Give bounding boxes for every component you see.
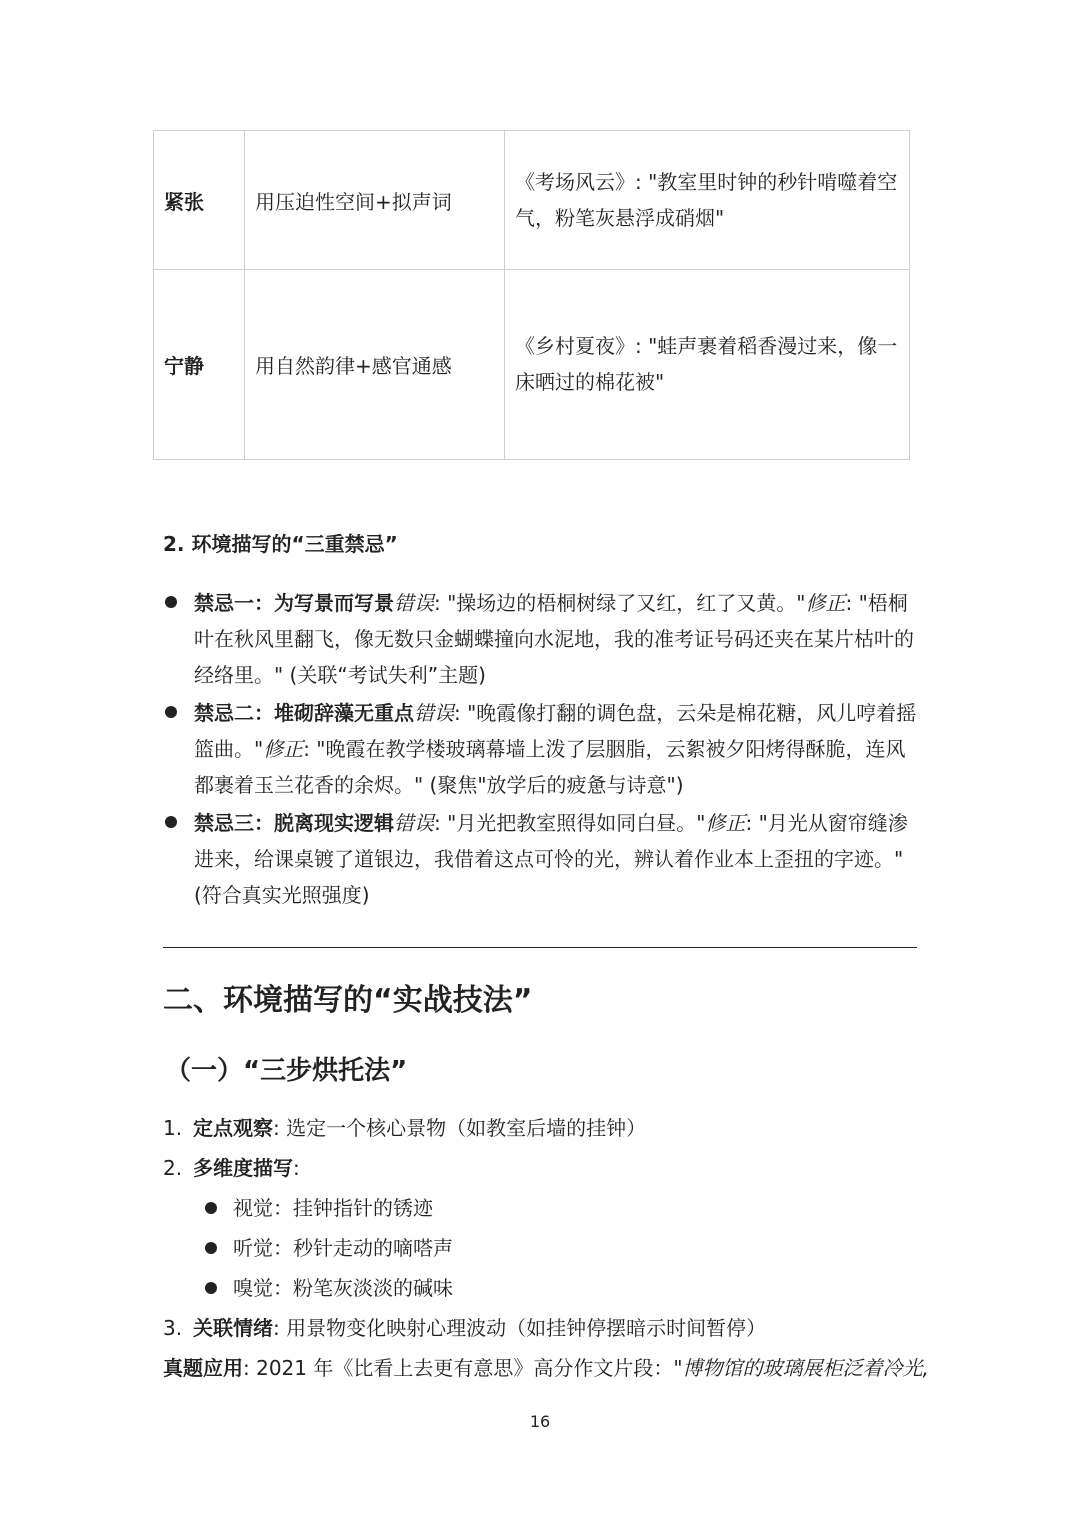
step-number: 1. — [163, 1116, 183, 1140]
list-item — [163, 1228, 923, 1268]
application-paragraph — [163, 1348, 929, 1388]
section-title: 二、环境描写的“实战技法” — [163, 983, 533, 1018]
example-cell — [505, 269, 909, 459]
step-text: : 选定一个核心景物（如教室后墙的挂钟） — [273, 1116, 647, 1140]
fix-label: 修正 — [263, 737, 304, 761]
sense-text: 嗅觉：粉笔灰淡淡的碱味 — [233, 1276, 453, 1300]
taboo-head: 禁忌二：堆砌辞藻无重点 — [194, 701, 414, 725]
example-line: 床晒过的棉花被" — [515, 370, 665, 394]
wrong-label: 错误 — [414, 701, 454, 725]
application-label: 真题应用 — [163, 1356, 243, 1380]
fix-text: : "梧桐叶在秋风里翻飞，像无数只金蝴蝶撞向水泥地，我的准考证号码还夹在某片枯叶的经络里。" (关联“考试失利”主题) — [194, 591, 914, 687]
subsection-title: （一）“三步烘托法” — [165, 1056, 408, 1086]
taboo-list — [163, 585, 923, 915]
bullet-icon — [205, 1202, 217, 1214]
bullet-icon — [165, 706, 177, 718]
step-number: 2. — [163, 1156, 183, 1180]
method-cell: 用压迫性空间+拟声词 — [245, 131, 505, 269]
application-quote: "博物馆的玻璃展柜泛着冷光, — [673, 1356, 929, 1380]
taboo-heading: 2. 环境描写的“三重禁忌” — [163, 532, 398, 556]
table-row — [154, 131, 909, 270]
list-item — [163, 1268, 923, 1308]
step-text: : — [293, 1156, 300, 1180]
sense-text: 视觉：挂钟指针的锈迹 — [233, 1196, 433, 1220]
list-item — [163, 585, 923, 693]
bullet-icon — [205, 1282, 217, 1294]
technique-table — [153, 130, 910, 460]
taboo-head: 禁忌一：为写景而写景 — [194, 591, 394, 615]
mood-cell: 宁静 — [154, 269, 245, 459]
step-label: 定点观察 — [193, 1116, 273, 1140]
list-item — [163, 805, 923, 913]
page-number: 16 — [529, 1412, 551, 1431]
fix-label: 修正 — [705, 811, 746, 835]
step-label: 关联情绪 — [193, 1316, 273, 1340]
taboo-head: 禁忌三：脱离现实逻辑 — [194, 811, 394, 835]
wrong-label: 错误 — [394, 811, 434, 835]
example-cell — [505, 131, 909, 269]
sense-text: 听觉：秒针走动的嘀嗒声 — [233, 1236, 453, 1260]
list-item — [163, 1188, 923, 1228]
fix-text: : "晚霞在教学楼玻璃幕墙上泼了层胭脂，云絮被夕阳烤得酥脆，连风都裹着玉兰花香的余烬。" (聚焦"放学后的疲惫与诗意") — [194, 737, 906, 797]
bullet-icon — [205, 1242, 217, 1254]
table-row — [154, 269, 909, 459]
list-item — [163, 1148, 923, 1188]
example-line: 气，粉笔灰悬浮成硝烟" — [515, 206, 725, 230]
step-number: 3. — [163, 1316, 183, 1340]
list-item — [163, 1308, 923, 1348]
wrong-text: : "晚霞像打翻的调色盘，云朵是棉花糖，风儿哼着摇篮曲。" — [194, 701, 917, 761]
application-text: : 2021 年《比看上去更有意思》高分作文片段： — [243, 1356, 674, 1380]
fix-label: 修正 — [805, 591, 846, 615]
steps-list — [163, 1108, 929, 1388]
wrong-label: 错误 — [394, 591, 434, 615]
list-item — [163, 695, 923, 803]
wrong-text: : "操场边的梧桐树绿了又红，红了又黄。" — [434, 591, 806, 615]
method-cell: 用自然韵律+感官通感 — [245, 269, 505, 459]
wrong-text: : "月光把教室照得如同白昼。" — [434, 811, 706, 835]
fix-text: : "月光从窗帘缝渗进来，给课桌镀了道银边，我借着这点可怜的光，辨认着作业本上歪扭的字迹。" (符合真实光照强度) — [194, 811, 908, 907]
list-item — [163, 1108, 923, 1148]
mood-cell: 紧张 — [154, 131, 245, 269]
step-text: : 用景物变化映射心理波动（如挂钟停摆暗示时间暂停） — [273, 1316, 767, 1340]
bullet-icon — [165, 816, 177, 828]
step-label: 多维度描写 — [193, 1156, 293, 1180]
example-line: 《考场风云》: "教室里时钟的秒针啃噬着空 — [515, 170, 898, 194]
bullet-icon — [165, 596, 177, 608]
divider — [163, 947, 917, 948]
example-line: 《乡村夏夜》: "蛙声裹着稻香漫过来，像一 — [515, 334, 898, 358]
